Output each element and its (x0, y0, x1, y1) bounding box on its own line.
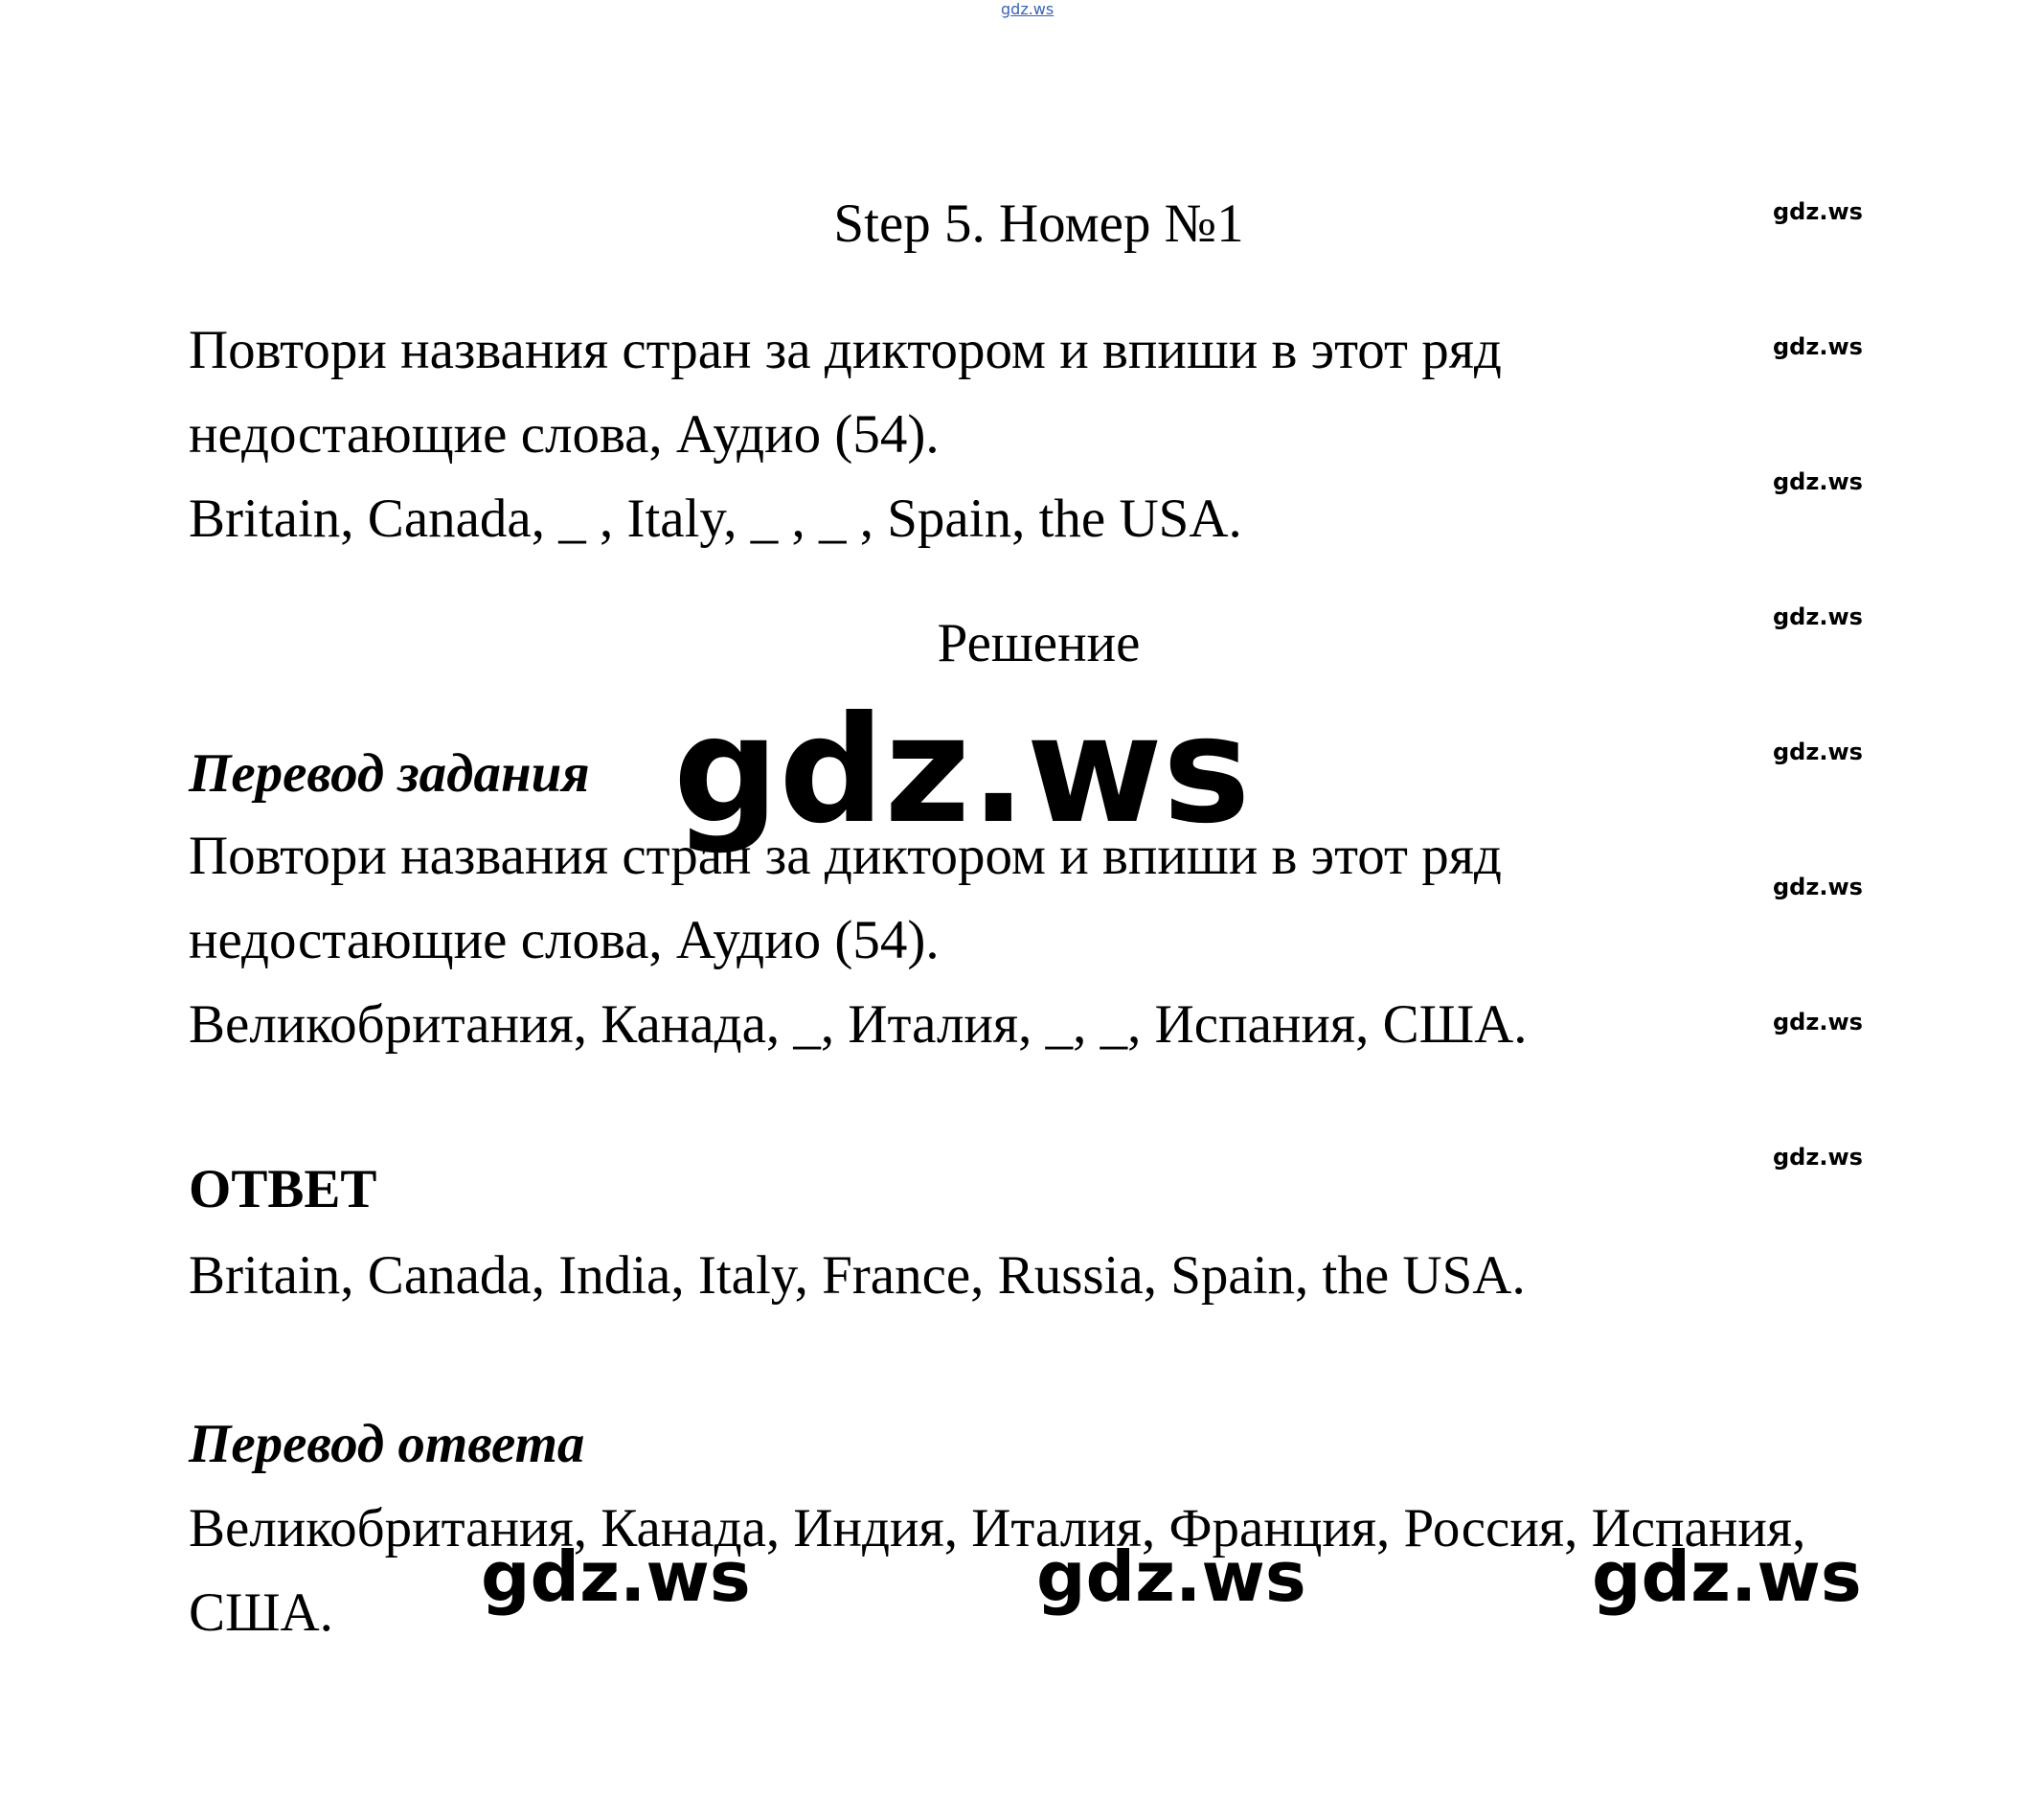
bottom-watermark: gdz.ws (1036, 1536, 1306, 1617)
page-title: Step 5. Номер №1 (833, 193, 1244, 254)
side-watermark: gdz.ws (1773, 739, 1863, 765)
center-watermark: gdz.ws (673, 685, 1251, 856)
solution-heading: Решение (937, 613, 1141, 673)
bottom-watermark: gdz.ws (481, 1536, 751, 1617)
task-translation-line-2: недостающие слова, Аудио (54). (189, 910, 940, 970)
answer-heading: ОТВЕТ (189, 1159, 377, 1219)
task-line-1: Повтори названия стран за диктором и впиши в этот ряд (189, 320, 1502, 380)
answer-translation-line-2: США. (189, 1582, 333, 1643)
side-watermark: gdz.ws (1773, 198, 1863, 225)
answer-translation-heading: Перевод ответа (189, 1414, 585, 1474)
answer-translation-line-1: Великобритания, Канада, Индия, Италия, Франция, Россия, Испания, (189, 1498, 1806, 1558)
side-watermark: gdz.ws (1773, 603, 1863, 630)
task-line-3: Britain, Canada, _ , Italy, _ , _ , Spain, the USA. (189, 489, 1242, 549)
task-translation-heading: Перевод задания (189, 743, 590, 804)
side-watermark: gdz.ws (1773, 468, 1863, 495)
task-translation-line-3: Великобритания, Канада, _, Италия, _, _, Испания, США. (189, 994, 1528, 1055)
task-translation-line-1: Повтори названия стран за диктором и впиши в этот ряд (189, 826, 1502, 886)
task-line-2: недостающие слова, Аудио (54). (189, 404, 940, 465)
header-watermark[interactable]: gdz.ws (1001, 0, 1055, 18)
side-watermark: gdz.ws (1773, 333, 1863, 360)
answer-text: Britain, Canada, India, Italy, France, Russia, Spain, the USA. (189, 1245, 1526, 1306)
bottom-watermark: gdz.ws (1592, 1536, 1862, 1617)
side-watermark: gdz.ws (1773, 1144, 1863, 1171)
side-watermark: gdz.ws (1773, 1009, 1863, 1035)
side-watermark: gdz.ws (1773, 874, 1863, 900)
